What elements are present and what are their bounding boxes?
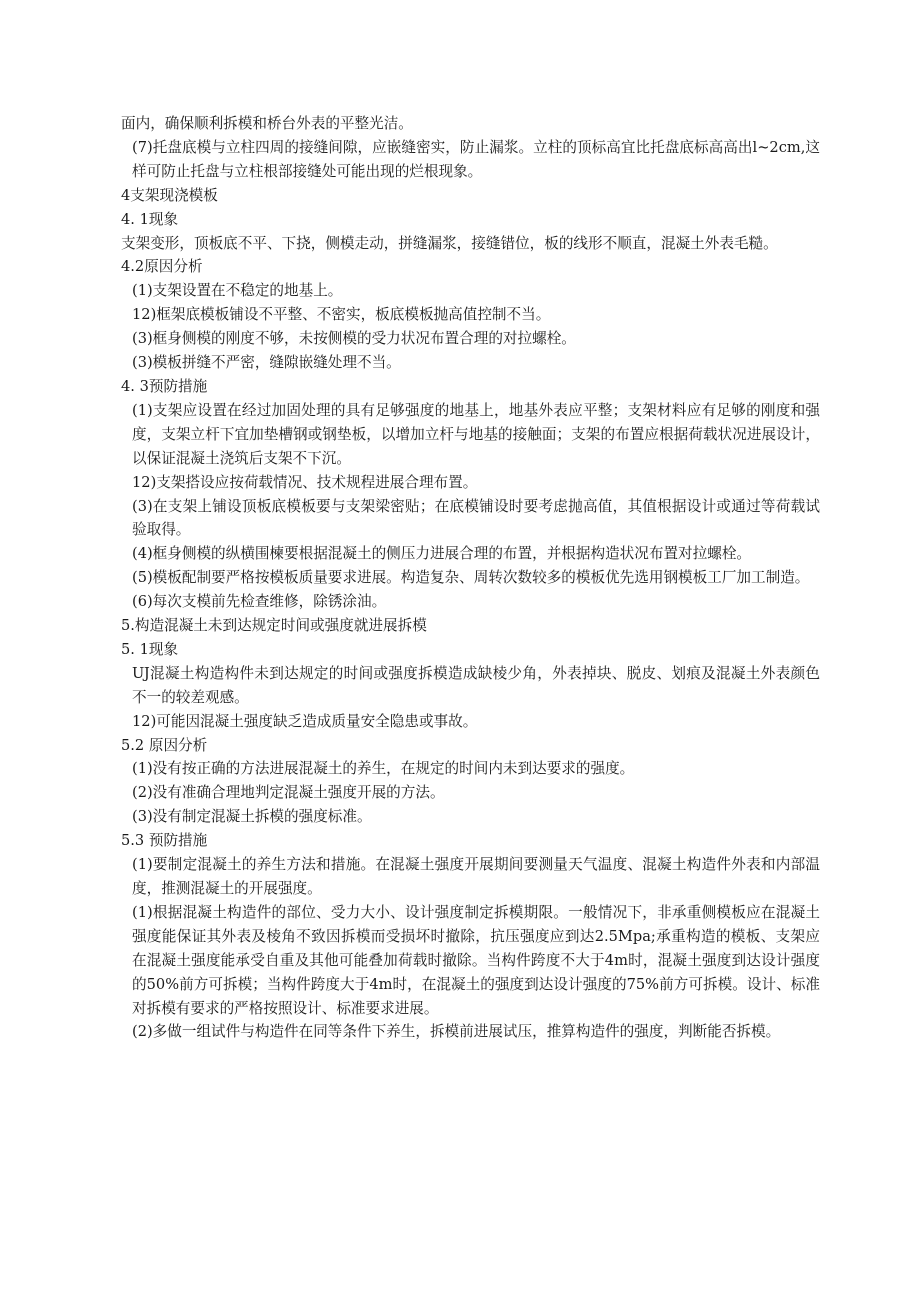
list-item: (4)框身侧模的纵横围楝要根据混凝土的侧压力进展合理的布置，并根据构造状况布置对拉螺栓。 [132, 545, 752, 563]
subsection-heading: 4.2原因分析 [121, 258, 203, 276]
list-item: (2)没有准确合理地判定混凝土强度开展的方法。 [132, 784, 445, 802]
list-item: (1)要制定混凝土的养生方法和措施。在混凝土强度开展期间要测量天气温度、混凝土构造件外表和内部温度，推测混凝土的开展强度。 [132, 856, 820, 897]
list-item: (3)在支架上铺设顶板底模板要与支架梁密贴；在底模铺设时要考虑抛高值，其值根据设计或通过等荷载试验取得。 [132, 497, 820, 539]
list-item: 12)支架搭设应按荷载情况、技术规程进展合理布置。 [132, 473, 478, 491]
subsection-heading: 5.3 预防措施 [121, 832, 208, 850]
paragraph: 面内，确保顺利拆模和桥台外表的平整光洁。 [121, 115, 413, 132]
subsection-heading: 5. 1现象 [121, 640, 179, 658]
list-item: (1)支架应设置在经过加固处理的具有足够强度的地基上，地基外表应平整；支架材料应有足够的刚度和强度，支架立杆下宜加垫槽钢或钢垫板，以增加立杆与地基的接触面；支架的布置应根据荷载状况进展设计，以保证混凝土浇筑后支架不下沉。 [132, 401, 820, 467]
list-item: (3)框身侧模的刚度不够，未按侧模的受力状况布置合理的对拉螺栓。 [132, 330, 576, 348]
list-item: (1)支架设置在不稳定的地基上。 [132, 282, 343, 300]
list-item: (1)没有按正确的方法进展混凝土的养生，在规定的时间内未到达要求的强度。 [132, 760, 635, 778]
list-item: 12)框架底模板铺设不平整、不密实，板底模板抛高值控制不当。 [132, 306, 551, 324]
list-item: (6)每次支模前先检查维修，除锈涂油。 [132, 593, 387, 611]
list-item: (3)模板拼缝不严密，缝隙嵌缝处理不当。 [132, 354, 401, 372]
list-item: (3)没有制定混凝土拆模的强度标准。 [132, 808, 372, 826]
list-item: UJ混凝土构造构件未到达规定的时间或强度拆模造成缺棱少角，外表掉块、脱皮、划痕及混凝土外表颜色不一的较差观感。 [132, 664, 820, 706]
subsection-heading: 4. 3预防措施 [121, 377, 208, 395]
list-item: (1)根据混凝土构造件的部位、受力大小、设计强度制定拆模期限。一般情况下，非承重侧模板应在混凝土强度能保证其外表及棱角不致因拆模而受损坏时撤除，抗压强度应到达2.5Mpa;承重构造的模板、支架应在混凝土强度能承受自重及其他可能叠加荷载时撤除。当构件跨度不大于4m时，混凝土强度到达设计强度的50%前方可拆模；当构件跨度大于4m时，在混凝土的强度到达设计强度的75%前方可拆模。设计、标准对拆模有要求的严格按照设计、标准要求进展。 [132, 903, 820, 1017]
list-item: (5)模板配制要严格按模板质量要求进展。构造复杂、周转次数较多的模板优先选用钢模板工厂加工制造。 [132, 569, 810, 587]
subsection-heading: 4. 1现象 [121, 210, 179, 228]
list-item: (2)多做一组试件与构造件在同等条件下养生，拆模前进展试压，推算构造件的强度，判断能否拆模。 [132, 1023, 781, 1041]
section-heading: 4支架现浇模板 [121, 186, 218, 204]
section-heading: 5.构造混凝土未到达规定时间或强度就进展拆模 [121, 617, 427, 635]
subsection-heading: 5.2 原因分析 [121, 736, 208, 754]
list-item: 12)可能因混凝土强度缺乏造成质量安全隐患或事故。 [132, 712, 478, 730]
paragraph: 支架变形，顶板底不平、下挠，侧模走动，拼缝漏浆，接缝错位，板的线形不顺直，混凝土外表毛糙。 [121, 234, 778, 252]
paragraph: (7)托盘底模与立柱四周的接缝间隙，应嵌缝密实，防止漏浆。立柱的顶标高宜比托盘底标高高出l~2cm,这样可防止托盘与立柱根部接缝处可能出现的烂根现象。 [132, 138, 820, 180]
